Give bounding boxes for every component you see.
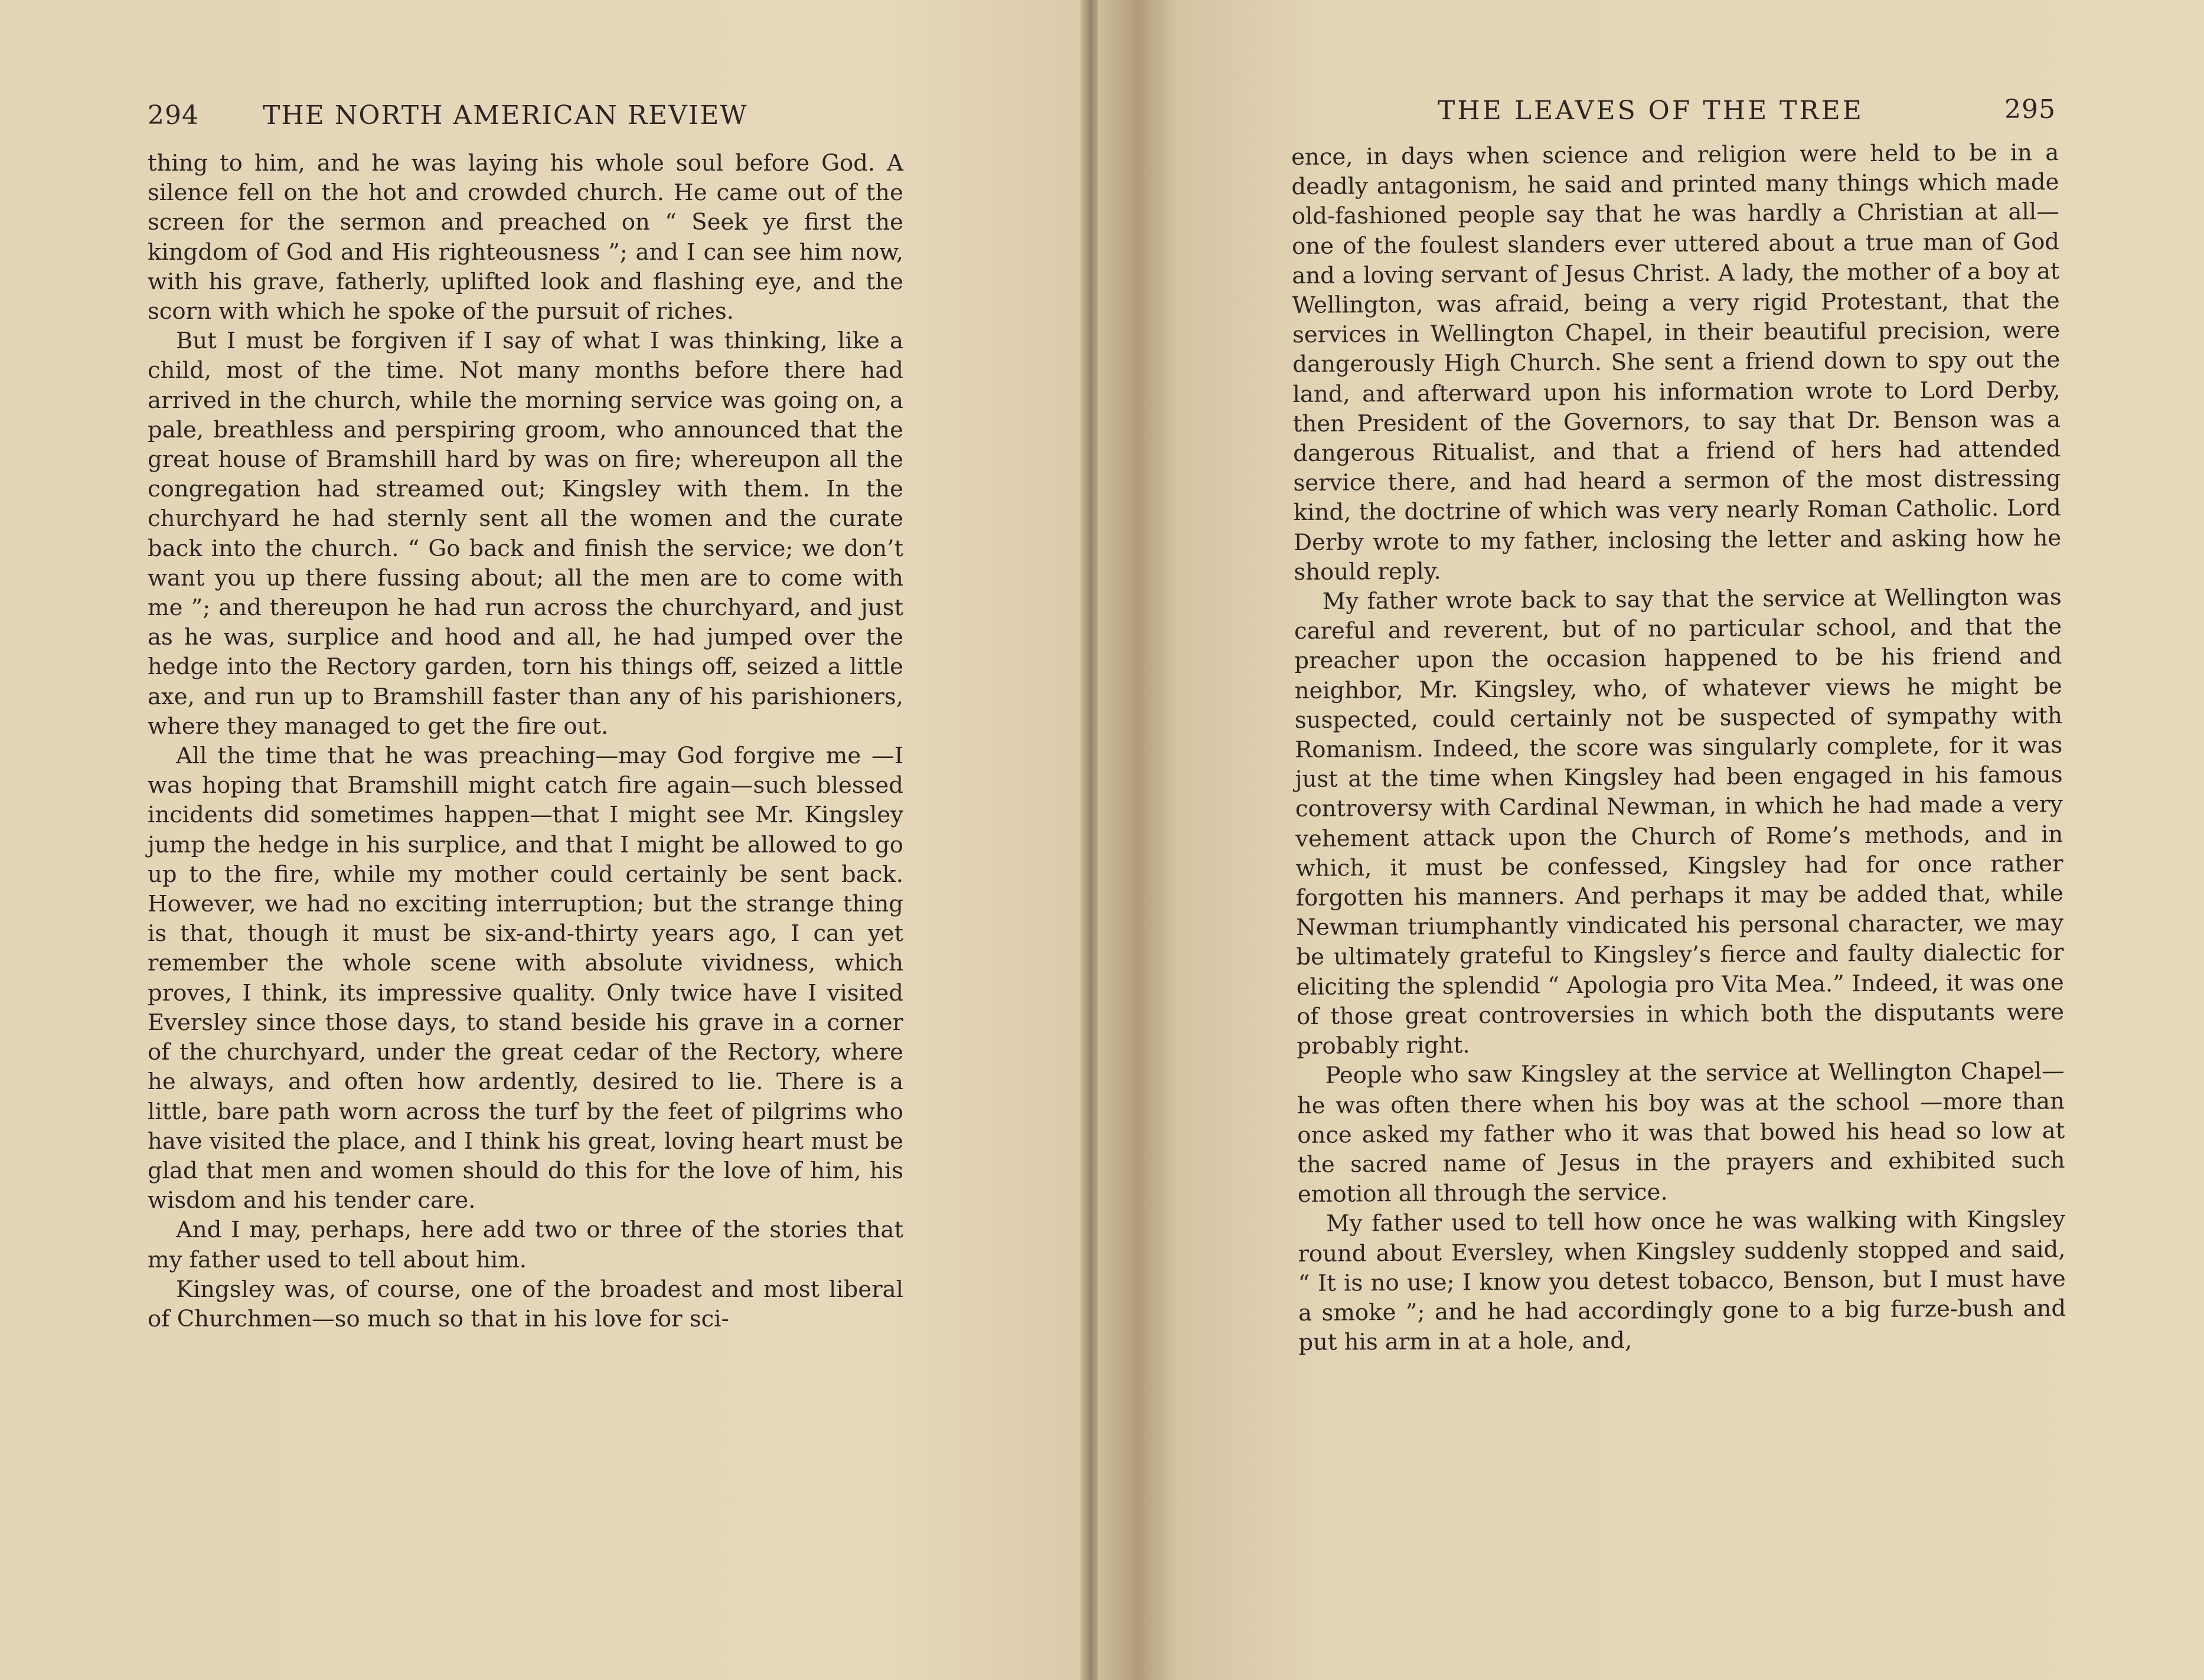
paragraph: All the time that he was preaching—may God forgive me —I was hoping that Bramshill might catch fire again—such blessed incidents did sometimes happen—that I might see Mr. Kingsley jump the hedge in his surplice, and that I might be allowed to go up to the fire, while my mother could certainly be sent back. However, we had no exciting interruption; but the strange thing is that, though it must be six-and-thirty years ago, I can yet remember the whole scene with absolute vividness, which proves, I think, its impressive quality. Only twice have I visited Eversley since those days, to stand beside his grave in a corner of the churchyard, under the great cedar of the Rectory, where he always, and often how ardently, desired to lie. There is a little, bare path worn across the turf by the feet of pilgrims who have visited the place, and I think his great, loving heart must be glad that men and women should do this for the love of him, his wisdom and his tender care. bbox=[148, 743, 903, 1214]
right-page bbox=[1098, 0, 2204, 1680]
paragraph: Kingsley was, of course, one of the broadest and most liberal of Churchmen—so much so that in his love for sci- bbox=[148, 1276, 903, 1332]
paragraph: But I must be forgiven if I say of what I was thinking, like a child, most of the time. Not many months before there had arrived in the church, while the morning service was going on, a pale, breathless and perspiring groom, who announced that the great house of Bramshill hard by was on fire; whereupon all the congregation had streamed out; Kingsley with them. In the churchyard he had sternly sent all the women and the curate back into the church. “ Go back and finish the service; we don’t want you up there fussing about; all the men are to come with me ”; and thereupon he had run across the churchyard, and just as he was, surplice and hood and all, he had jumped over the hedge into the Rectory garden, torn his things off, seized a little axe, and run up to Bramshill faster than any of his parishioners, where they managed to get the fire out. bbox=[148, 328, 903, 740]
running-head: THE NORTH AMERICAN REVIEW bbox=[263, 100, 748, 130]
paragraph: And I may, perhaps, here add two or three of the stories that my father used to tell about him. bbox=[148, 1217, 903, 1273]
book-gutter bbox=[1080, 0, 1098, 1680]
paragraph: My father wrote back to say that the service at Wellington was careful and reverent, but of no particular school, and that the preacher upon the occasion happened to be his friend and neighbor, Mr. Kingsley, who, of whatever views he might be suspected, could certainly not be suspected of sympathy with Romanism. Indeed, the score was singularly complete, for it was just at the time when Kingsley had been engaged in his famous controversy with Cardinal Newman, in which he had made a very vehement attack upon the Church of Rome’s methods, and in which, it must be confessed, Kingsley had for once rather forgotten his manners. And perhaps it may be added that, while Newman triumphantly vindicated his personal character, we may be ultimately grateful to Kingsley’s fierce and faulty dialectic for eliciting the splendid “ Apologia pro Vita Mea.” Indeed, it was one of those great controversies in which both the disputants were probably right. bbox=[1294, 584, 2065, 1060]
page-number: 294 bbox=[148, 100, 199, 130]
paragraph: thing to him, and he was laying his whole soul before God. A silence fell on the hot and crowded church. He came out of the screen for the sermon and preached on “ Seek ye first the kingdom of God and His righteousness ”; and I can see him now, with his grave, fatherly, uplifted look and flashing eye, and the scorn with which he spoke of the pursuit of riches. bbox=[148, 150, 903, 325]
body-text bbox=[1291, 138, 2066, 1358]
running-head: THE LEAVES OF THE TREE bbox=[1438, 96, 1864, 126]
paragraph: My father used to tell how once he was walking with Kingsley round about Eversley, when Kingsley suddenly stopped and said, “ It is no use; I know you detest tobacco, Benson, but I must have a smoke ”; and he had accordingly gone to a big furze-bush and put his arm in at a hole, and, bbox=[1298, 1206, 2066, 1357]
left-page bbox=[0, 0, 1080, 1680]
paragraph: ence, in days when science and religion were held to be in a deadly antagonism, he said and printed many things which made old-fashioned people say that he was hardly a Christian at all—one of the foulest slanders ever uttered about a true man of God and a loving servant of Jesus Christ. A lady, the mother of a boy at Wellington, was afraid, being a very rigid Protestant, that the services in Wellington Chapel, in their beautiful precision, were dangerously High Church. She sent a friend down to spy out the land, and afterward upon his information wrote to Lord Derby, then President of the Governors, to say that Dr. Benson was a dangerous Ritualist, and that a friend of hers had attended service there, and had heard a sermon of the most distressing kind, the doctrine of which was very nearly Roman Catholic. Lord Derby wrote to my father, inclosing the letter and asking how he should reply. bbox=[1291, 139, 2062, 586]
body-text bbox=[148, 149, 903, 1334]
page-number: 295 bbox=[2004, 94, 2056, 125]
paragraph: People who saw Kingsley at the service at Wellington Chapel—he was often there when his boy was at the school —more than once asked my father who it was that bowed his head so low at the sacred name of Jesus in the prayers and exhibited such emotion all through the service. bbox=[1297, 1058, 2065, 1208]
